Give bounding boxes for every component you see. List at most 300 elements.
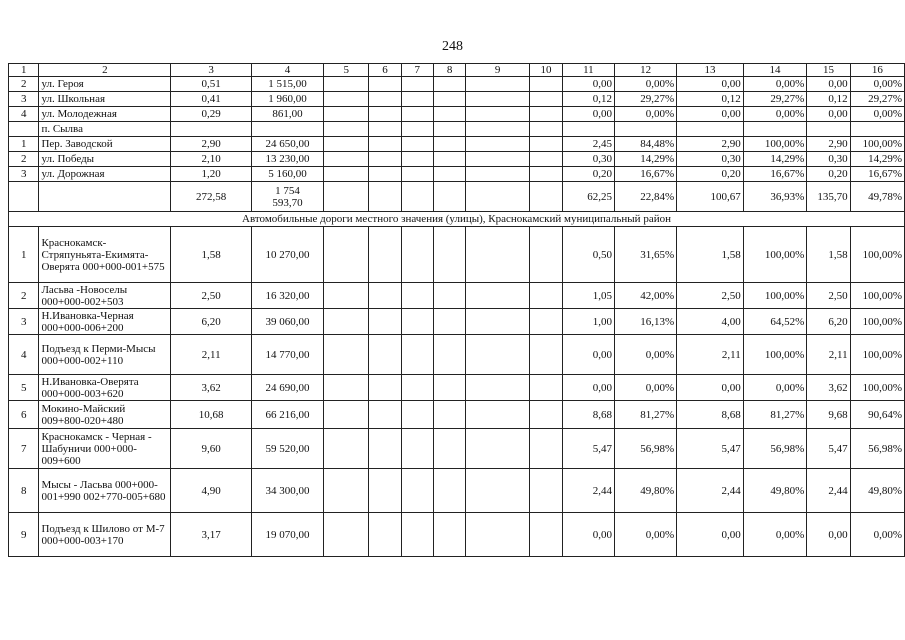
empty-cell [401, 469, 433, 513]
row-length: 0,29 [171, 107, 251, 122]
row-c11: 0,20 [562, 167, 614, 182]
total-c15: 135,70 [807, 182, 850, 212]
row-c14: 29,27% [743, 92, 807, 107]
row-c12: 84,48% [615, 137, 677, 152]
column-header: 7 [401, 64, 433, 77]
row-c14: 100,00% [743, 283, 807, 309]
row-c11: 5,47 [562, 429, 614, 469]
row-number: 3 [9, 309, 39, 335]
row-c11 [562, 122, 614, 137]
section-title-row [9, 212, 905, 227]
empty-cell [369, 122, 401, 137]
row-name: Ласьва -Новоселы 000+000-002+503 [39, 283, 171, 309]
row-c12: 0,00% [615, 375, 677, 401]
empty-cell [433, 152, 465, 167]
column-header: 6 [369, 64, 401, 77]
empty-cell [433, 92, 465, 107]
row-name: Краснокамск - Черная - Шабуничи 000+000-009+600 [39, 429, 171, 469]
table-row [9, 429, 905, 469]
row-cost: 24 690,00 [251, 375, 323, 401]
empty-cell [466, 375, 530, 401]
column-header: 2 [39, 64, 171, 77]
row-c14 [743, 122, 807, 137]
row-number: 1 [9, 137, 39, 152]
row-c11: 0,00 [562, 513, 614, 557]
empty-cell [433, 401, 465, 429]
empty-cell [466, 283, 530, 309]
empty-cell [433, 469, 465, 513]
row-c13: 0,00 [677, 107, 744, 122]
empty-cell [466, 469, 530, 513]
empty-cell [324, 182, 369, 212]
empty-cell [369, 137, 401, 152]
empty-cell [324, 122, 369, 137]
empty-cell [369, 309, 401, 335]
empty-cell [369, 401, 401, 429]
empty-cell [530, 283, 563, 309]
empty-cell [401, 122, 433, 137]
empty-cell [401, 283, 433, 309]
empty-cell [433, 335, 465, 375]
table-row [9, 335, 905, 375]
row-length: 9,60 [171, 429, 251, 469]
empty-cell [466, 335, 530, 375]
row-c12: 49,80% [615, 469, 677, 513]
row-number: 1 [9, 227, 39, 283]
empty-cell [530, 152, 563, 167]
row-length: 0,41 [171, 92, 251, 107]
row-c13: 5,47 [677, 429, 744, 469]
row-c14: 0,00% [743, 513, 807, 557]
row-length: 2,90 [171, 137, 251, 152]
row-c14: 0,00% [743, 107, 807, 122]
row-c14: 100,00% [743, 137, 807, 152]
row-cost: 66 216,00 [251, 401, 323, 429]
empty-cell [466, 401, 530, 429]
empty-cell [466, 122, 530, 137]
empty-cell [433, 513, 465, 557]
empty-cell [401, 92, 433, 107]
empty-cell [401, 375, 433, 401]
empty-cell [369, 469, 401, 513]
column-header: 12 [615, 64, 677, 77]
empty-cell [401, 227, 433, 283]
empty-cell [324, 227, 369, 283]
column-header: 15 [807, 64, 850, 77]
row-c16: 100,00% [850, 137, 904, 152]
row-c11: 2,45 [562, 137, 614, 152]
empty-cell [530, 167, 563, 182]
empty-cell [324, 137, 369, 152]
empty-cell [401, 309, 433, 335]
empty-cell [324, 375, 369, 401]
empty-cell [324, 152, 369, 167]
row-name: ул. Дорожная [39, 167, 171, 182]
empty-cell [530, 375, 563, 401]
row-cost [251, 122, 323, 137]
total-c12: 22,84% [615, 182, 677, 212]
empty-cell [324, 401, 369, 429]
row-cost: 59 520,00 [251, 429, 323, 469]
road-data-table [8, 63, 905, 557]
total-cost-line-2: 593,70 [272, 196, 303, 209]
column-header: 8 [433, 64, 465, 77]
table-row [9, 167, 905, 182]
row-c11: 1,00 [562, 309, 614, 335]
empty-cell [401, 77, 433, 92]
row-cost: 1 960,00 [251, 92, 323, 107]
row-name: ул. Героя [39, 77, 171, 92]
empty-cell [433, 167, 465, 182]
page-number: 248 [442, 39, 463, 54]
table-row [9, 401, 905, 429]
row-c13: 2,90 [677, 137, 744, 152]
empty-cell [401, 152, 433, 167]
row-cost: 5 160,00 [251, 167, 323, 182]
empty-cell [530, 107, 563, 122]
row-c15: 2,44 [807, 469, 850, 513]
empty-cell [530, 429, 563, 469]
total-name-cell [39, 182, 171, 212]
column-header: 14 [743, 64, 807, 77]
empty-cell [433, 309, 465, 335]
row-c16: 100,00% [850, 227, 904, 283]
table-row [9, 92, 905, 107]
row-number: 2 [9, 283, 39, 309]
row-c13: 0,00 [677, 513, 744, 557]
table-row [9, 122, 905, 137]
row-c15: 5,47 [807, 429, 850, 469]
row-c14: 16,67% [743, 167, 807, 182]
row-cost: 24 650,00 [251, 137, 323, 152]
row-length: 6,20 [171, 309, 251, 335]
municipal-road-rows [9, 227, 905, 557]
row-c16: 100,00% [850, 335, 904, 375]
row-name: Н.Ивановка-Черная 000+000-006+200 [39, 309, 171, 335]
empty-cell [466, 137, 530, 152]
row-c15: 6,20 [807, 309, 850, 335]
row-name: п. Сылва [39, 122, 171, 137]
empty-cell [401, 182, 433, 212]
row-c13 [677, 122, 744, 137]
empty-cell [433, 122, 465, 137]
row-c15: 1,58 [807, 227, 850, 283]
row-c13: 2,11 [677, 335, 744, 375]
empty-cell [324, 77, 369, 92]
total-c14: 36,93% [743, 182, 807, 212]
empty-cell [530, 309, 563, 335]
total-row [9, 182, 905, 212]
row-c16: 16,67% [850, 167, 904, 182]
empty-cell [466, 92, 530, 107]
empty-cell [466, 227, 530, 283]
row-c13: 0,00 [677, 77, 744, 92]
row-c14: 81,27% [743, 401, 807, 429]
empty-cell [466, 182, 530, 212]
column-header: 1 [9, 64, 39, 77]
row-c15 [807, 122, 850, 137]
row-cost: 39 060,00 [251, 309, 323, 335]
row-c13: 0,12 [677, 92, 744, 107]
row-number: 3 [9, 167, 39, 182]
empty-cell [401, 167, 433, 182]
row-c12: 16,67% [615, 167, 677, 182]
total-c13: 100,67 [677, 182, 744, 212]
empty-cell [369, 107, 401, 122]
row-c11: 2,44 [562, 469, 614, 513]
row-c15: 2,90 [807, 137, 850, 152]
row-c15: 2,50 [807, 283, 850, 309]
empty-cell [369, 335, 401, 375]
row-name: Краснокамск-Стряпуньята-Екимята-Оверята 000+000-001+575 [39, 227, 171, 283]
row-cost: 16 320,00 [251, 283, 323, 309]
empty-cell [466, 107, 530, 122]
row-c11: 0,00 [562, 77, 614, 92]
empty-cell [530, 469, 563, 513]
row-c13: 0,30 [677, 152, 744, 167]
table-row [9, 227, 905, 283]
row-length: 3,17 [171, 513, 251, 557]
empty-cell [401, 137, 433, 152]
row-c13: 0,20 [677, 167, 744, 182]
row-c11: 0,12 [562, 92, 614, 107]
row-c11: 0,00 [562, 335, 614, 375]
total-row-group [9, 182, 905, 227]
row-cost: 14 770,00 [251, 335, 323, 375]
row-c14: 0,00% [743, 77, 807, 92]
row-c16: 0,00% [850, 77, 904, 92]
row-number: 9 [9, 513, 39, 557]
column-header: 4 [251, 64, 323, 77]
row-c15: 0,30 [807, 152, 850, 167]
empty-cell [530, 137, 563, 152]
empty-cell [324, 309, 369, 335]
column-number-row [9, 64, 905, 77]
row-c15: 2,11 [807, 335, 850, 375]
row-c13: 8,68 [677, 401, 744, 429]
empty-cell [530, 182, 563, 212]
row-number: 7 [9, 429, 39, 469]
row-c14: 14,29% [743, 152, 807, 167]
row-number: 6 [9, 401, 39, 429]
row-c16: 90,64% [850, 401, 904, 429]
empty-cell [530, 227, 563, 283]
empty-cell [324, 429, 369, 469]
row-c16: 100,00% [850, 309, 904, 335]
row-c14: 56,98% [743, 429, 807, 469]
empty-cell [433, 227, 465, 283]
row-name: ул. Молодежная [39, 107, 171, 122]
row-c12: 0,00% [615, 513, 677, 557]
empty-cell [401, 513, 433, 557]
row-c16: 56,98% [850, 429, 904, 469]
row-c14: 64,52% [743, 309, 807, 335]
row-c11: 1,05 [562, 283, 614, 309]
empty-cell [324, 167, 369, 182]
row-cost: 1 515,00 [251, 77, 323, 92]
row-c16 [850, 122, 904, 137]
row-name: Мокино-Майский 009+800-020+480 [39, 401, 171, 429]
row-number: 2 [9, 152, 39, 167]
empty-cell [324, 107, 369, 122]
row-number: 5 [9, 375, 39, 401]
row-c11: 0,30 [562, 152, 614, 167]
row-c14: 100,00% [743, 335, 807, 375]
row-length: 2,50 [171, 283, 251, 309]
empty-cell [530, 513, 563, 557]
row-c14: 100,00% [743, 227, 807, 283]
row-name: Подъезд к Перми-Мысы 000+000-002+110 [39, 335, 171, 375]
row-name: ул. Школьная [39, 92, 171, 107]
row-c14: 0,00% [743, 375, 807, 401]
row-c12: 81,27% [615, 401, 677, 429]
row-name: ул. Победы [39, 152, 171, 167]
row-c12 [615, 122, 677, 137]
table-row [9, 283, 905, 309]
empty-cell [324, 469, 369, 513]
row-c15: 0,12 [807, 92, 850, 107]
table-row [9, 309, 905, 335]
row-c12: 42,00% [615, 283, 677, 309]
column-header: 5 [324, 64, 369, 77]
total-cost [251, 182, 323, 212]
empty-cell [369, 167, 401, 182]
empty-cell [324, 283, 369, 309]
row-c16: 0,00% [850, 107, 904, 122]
row-c13: 2,50 [677, 283, 744, 309]
empty-cell [401, 401, 433, 429]
empty-cell [433, 182, 465, 212]
empty-cell [466, 167, 530, 182]
empty-cell [324, 92, 369, 107]
empty-cell [324, 335, 369, 375]
row-length: 1,20 [171, 167, 251, 182]
row-length: 2,10 [171, 152, 251, 167]
row-length: 4,90 [171, 469, 251, 513]
row-name: Мысы - Ласьва 000+000-001+990 002+770-005+680 [39, 469, 171, 513]
row-name: Н.Ивановка-Оверята 000+000-003+620 [39, 375, 171, 401]
row-c11: 0,50 [562, 227, 614, 283]
row-c12: 16,13% [615, 309, 677, 335]
row-c11: 0,00 [562, 375, 614, 401]
table-row [9, 152, 905, 167]
row-c14: 49,80% [743, 469, 807, 513]
row-c16: 29,27% [850, 92, 904, 107]
row-cost: 19 070,00 [251, 513, 323, 557]
row-c15: 0,00 [807, 77, 850, 92]
table-row [9, 137, 905, 152]
row-cost: 10 270,00 [251, 227, 323, 283]
empty-cell [530, 92, 563, 107]
row-c16: 14,29% [850, 152, 904, 167]
empty-cell [466, 309, 530, 335]
table-row [9, 375, 905, 401]
section-title: Автомобильные дороги местного значения (улицы), Краснокамский муниципальный район [9, 212, 905, 227]
row-length [171, 122, 251, 137]
empty-cell [433, 137, 465, 152]
empty-cell [369, 283, 401, 309]
empty-cell [433, 375, 465, 401]
row-number: 4 [9, 335, 39, 375]
row-c16: 100,00% [850, 283, 904, 309]
row-name: Пер. Заводской [39, 137, 171, 152]
row-c16: 49,80% [850, 469, 904, 513]
empty-cell [433, 429, 465, 469]
row-c13: 0,00 [677, 375, 744, 401]
table-row [9, 107, 905, 122]
row-c15: 3,62 [807, 375, 850, 401]
empty-cell [369, 375, 401, 401]
column-header: 16 [850, 64, 904, 77]
empty-cell [401, 335, 433, 375]
empty-cell [466, 152, 530, 167]
empty-cell [530, 77, 563, 92]
street-rows [9, 77, 905, 182]
header-row-group [9, 64, 905, 77]
total-length: 272,58 [171, 182, 251, 212]
empty-cell [369, 429, 401, 469]
row-length: 0,51 [171, 77, 251, 92]
row-cost: 861,00 [251, 107, 323, 122]
row-length: 3,62 [171, 375, 251, 401]
empty-cell [466, 513, 530, 557]
table-row [9, 77, 905, 92]
row-c12: 0,00% [615, 335, 677, 375]
row-c16: 100,00% [850, 375, 904, 401]
row-length: 1,58 [171, 227, 251, 283]
column-header: 9 [466, 64, 530, 77]
row-number [9, 122, 39, 137]
table-row [9, 513, 905, 557]
row-c12: 31,65% [615, 227, 677, 283]
empty-cell [369, 182, 401, 212]
empty-cell [401, 429, 433, 469]
empty-cell [466, 77, 530, 92]
row-c13: 2,44 [677, 469, 744, 513]
empty-cell [530, 401, 563, 429]
empty-cell [369, 77, 401, 92]
empty-cell [433, 107, 465, 122]
row-c11: 0,00 [562, 107, 614, 122]
row-number: 4 [9, 107, 39, 122]
empty-cell [401, 107, 433, 122]
empty-cell [466, 429, 530, 469]
empty-cell [433, 77, 465, 92]
row-c11: 8,68 [562, 401, 614, 429]
row-c12: 29,27% [615, 92, 677, 107]
empty-cell [530, 122, 563, 137]
row-cost: 34 300,00 [251, 469, 323, 513]
row-c16: 0,00% [850, 513, 904, 557]
column-header: 13 [677, 64, 744, 77]
row-c15: 0,00 [807, 107, 850, 122]
empty-cell [369, 152, 401, 167]
row-number: 8 [9, 469, 39, 513]
row-c15: 9,68 [807, 401, 850, 429]
total-num-cell [9, 182, 39, 212]
column-header: 10 [530, 64, 563, 77]
empty-cell [530, 335, 563, 375]
empty-cell [369, 92, 401, 107]
row-c12: 56,98% [615, 429, 677, 469]
row-c15: 0,00 [807, 513, 850, 557]
row-length: 10,68 [171, 401, 251, 429]
empty-cell [324, 513, 369, 557]
row-cost: 13 230,00 [251, 152, 323, 167]
row-c12: 0,00% [615, 107, 677, 122]
empty-cell [369, 513, 401, 557]
table-row [9, 469, 905, 513]
